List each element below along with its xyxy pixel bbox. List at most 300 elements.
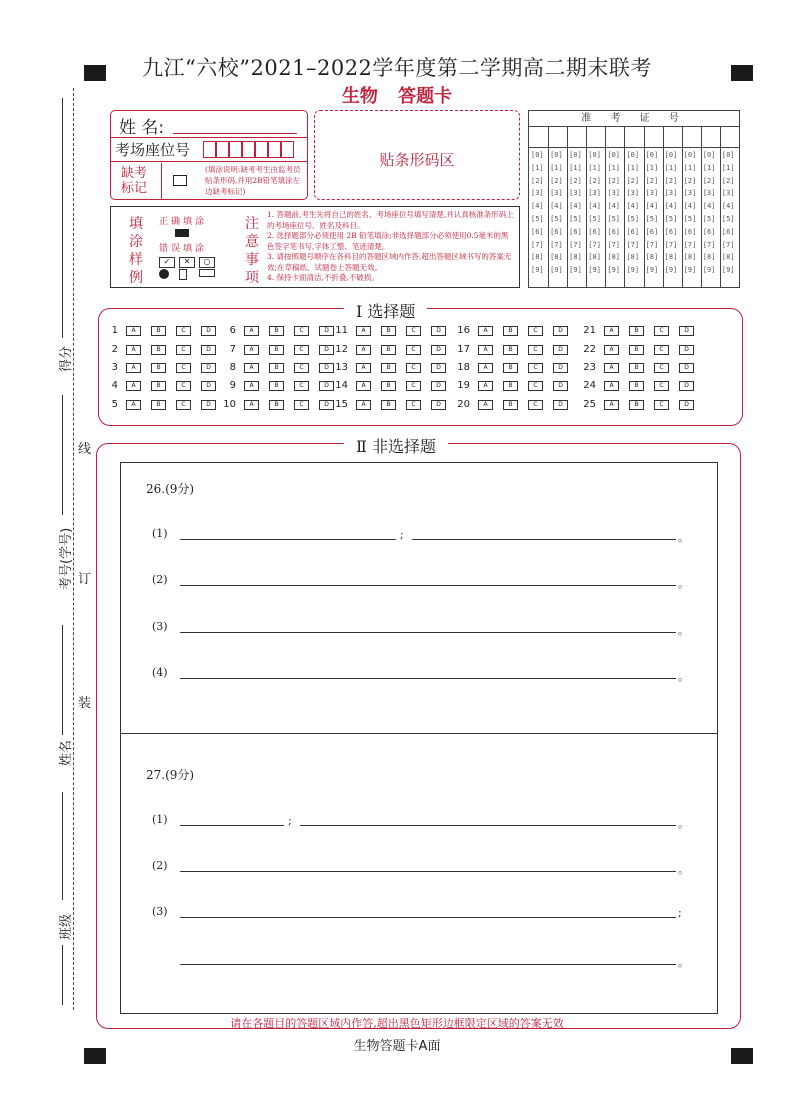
exam-digit-bubble[interactable]: [5] [626,215,640,223]
exam-digit-bubble[interactable]: [0] [626,151,640,159]
option-bubble-b[interactable]: B [629,363,644,373]
name-input-line[interactable] [173,133,297,134]
q26-blank-1-label: (1) [152,527,168,540]
option-bubble-a[interactable]: A [244,345,259,355]
exam-digit-bubble[interactable]: [8] [645,253,659,262]
exam-digit-bubble[interactable]: [0] [683,151,697,159]
option-bubble-a[interactable]: A [126,345,141,355]
question-number: 9 [229,380,236,391]
exam-digit-bubble[interactable]: [9] [588,266,601,275]
exam-digit-bubble[interactable]: [6] [569,227,582,236]
exam-digit-bubble[interactable]: [2] [588,176,601,185]
option-bubble-b[interactable]: B [151,400,166,410]
exam-digit-bubble[interactable]: [2] [626,176,640,185]
exam-digit-bubble[interactable]: [8] [626,253,640,262]
option-bubble-c[interactable]: C [294,345,309,355]
exam-digit-bubble[interactable]: [3] [721,189,735,198]
q27-blank-3-label: (3) [152,905,168,918]
option-bubble-d[interactable]: D [553,363,568,373]
exam-digit-bubble[interactable]: [5] [569,215,582,223]
instructions-box [110,206,520,288]
exam-digit-bubble[interactable]: [0] [569,151,582,159]
exam-digit-bubble[interactable]: [8] [531,253,544,262]
exam-digit-bubble[interactable]: [5] [550,215,563,223]
option-bubble-c[interactable]: C [406,381,421,391]
exam-digit-bubble[interactable]: [2] [607,176,621,185]
option-bubble-b[interactable]: B [269,381,284,391]
page-subtitle: 生物 答题卡 [341,86,453,107]
exam-digit-bubble[interactable]: [1] [702,163,716,172]
q26-blank-2-label: (2) [152,573,168,586]
question-number: 21 [583,325,596,336]
exam-digit-bubble[interactable]: [9] [702,266,716,275]
option-bubble-b[interactable]: B [269,326,284,336]
exam-digit-bubble[interactable]: [5] [607,215,621,223]
q26-period-3: 。 [678,624,689,637]
section2-title: Ⅱ 非选择题 [344,434,448,457]
option-bubble-c[interactable]: C [294,400,309,410]
question-number: 16 [457,325,470,336]
exam-digit-bubble[interactable]: [7] [702,240,716,249]
option-bubble-c[interactable]: C [528,326,543,336]
answer-frame [120,462,718,1014]
option-bubble-d[interactable]: D [679,345,694,355]
option-bubble-c[interactable]: C [654,363,669,373]
question-number: 19 [457,380,470,391]
note-item: 2. 选择题部分必须使用 2B 铅笔填涂;非选择题部分必须使用0.5毫米的黑色签字笔书写,字体工整、笔迹清楚。 [267,231,509,251]
option-bubble-b[interactable]: B [629,400,644,410]
option-bubble-b[interactable]: B [503,381,518,391]
exam-digit-bubble[interactable]: [5] [702,215,716,223]
exam-digit-bubble[interactable]: [1] [531,163,544,172]
option-bubble-c[interactable]: C [528,363,543,373]
exam-digit-bubble[interactable]: [7] [531,240,544,249]
exam-digit-bubble[interactable]: [9] [683,266,697,275]
exam-digit-bubble[interactable]: [1] [721,163,735,172]
option-bubble-d[interactable]: D [431,326,446,336]
q26-blank-1a-line[interactable] [180,539,396,540]
exam-number-column-divider [663,126,664,287]
exam-digit-bubble[interactable]: [0] [645,151,659,159]
option-bubble-d[interactable]: D [679,400,694,410]
option-bubble-a[interactable]: A [356,381,371,391]
exam-digit-bubble[interactable]: [9] [607,266,621,275]
q27-period-2: 。 [678,863,689,876]
exam-digit-bubble[interactable]: [4] [550,202,563,211]
option-bubble-a[interactable]: A [126,363,141,373]
option-bubble-c[interactable]: C [654,326,669,336]
question-number: 15 [335,399,348,410]
option-bubble-c[interactable]: C [654,345,669,355]
exam-digit-bubble[interactable]: [1] [607,163,621,172]
exam-digit-bubble[interactable]: [7] [683,240,697,249]
option-bubble-d[interactable]: D [553,400,568,410]
sidebar-name-label: 姓名 [59,739,74,766]
exam-digit-bubble[interactable]: [9] [721,266,735,275]
option-bubble-b[interactable]: B [151,363,166,373]
section1-title: Ⅰ 选择题 [344,299,427,322]
exam-digit-bubble[interactable]: [4] [626,202,640,211]
option-bubble-b[interactable]: B [381,363,396,373]
correct-fill-label: 正确填涂 [159,217,208,227]
exam-digit-bubble[interactable]: [9] [626,266,640,275]
exam-digit-bubble[interactable]: [1] [645,163,659,172]
option-bubble-d[interactable]: D [201,400,216,410]
exam-digit-bubble[interactable]: [3] [683,189,697,198]
wrong-fill-dash-icon [199,269,215,277]
option-bubble-d[interactable]: D [553,345,568,355]
question-number: 12 [335,344,348,355]
exam-number-grid[interactable] [528,110,740,288]
option-bubble-c[interactable]: C [528,345,543,355]
option-bubble-a[interactable]: A [604,400,619,410]
exam-digit-bubble[interactable]: [3] [569,189,582,198]
exam-digit-bubble[interactable]: [2] [531,176,544,185]
name-write-line[interactable] [62,625,63,735]
exam-digit-bubble[interactable]: [7] [607,240,621,249]
exam-digit-bubble[interactable]: [0] [664,151,678,159]
q26-period-2: 。 [678,577,689,590]
option-bubble-b[interactable]: B [151,326,166,336]
exam-digit-bubble[interactable]: [7] [588,240,601,249]
exam-digit-bubble[interactable]: [8] [683,253,697,262]
exam-digit-bubble[interactable]: [2] [683,176,697,185]
option-bubble-a[interactable]: A [478,400,493,410]
option-bubble-d[interactable]: D [679,326,694,336]
option-bubble-a[interactable]: A [356,400,371,410]
exam-digit-bubble[interactable]: [0] [531,151,544,159]
exam-digit-bubble[interactable]: [6] [721,227,735,236]
seat-digit-box[interactable] [203,141,216,158]
exam-digit-bubble[interactable]: [0] [607,151,621,159]
exam-digit-bubble[interactable]: [4] [531,202,544,211]
question-number: 6 [229,325,236,336]
exam-digit-bubble[interactable]: [8] [702,253,716,262]
exam-digit-bubble[interactable]: [6] [626,227,640,236]
option-bubble-b[interactable]: B [269,363,284,373]
option-bubble-c[interactable]: C [294,381,309,391]
option-bubble-a[interactable]: A [244,381,259,391]
notes-label: 注意事项 [245,216,259,286]
exam-digit-bubble[interactable]: [2] [550,176,563,185]
exam-digit-bubble[interactable]: [3] [588,189,601,198]
exam-digit-bubble[interactable]: [9] [645,266,659,275]
option-bubble-b[interactable]: B [269,345,284,355]
exam-digit-bubble[interactable]: [4] [569,202,582,211]
exam-number-column-divider [567,126,568,287]
option-bubble-b[interactable]: B [503,400,518,410]
q26-blank-1b-line[interactable] [412,539,676,540]
option-bubble-b[interactable]: B [629,345,644,355]
q26-blank-3-label: (3) [152,620,168,633]
option-bubble-a[interactable]: A [604,381,619,391]
note-item: 1. 答题前,考生先将自己的姓名、考场座位号填写清楚,并认真核准条形码上的考场座位号、姓名及科目。 [267,210,514,230]
exam-digit-bubble[interactable]: [5] [645,215,659,223]
class-write-line-bottom[interactable] [62,945,63,1005]
option-bubble-c[interactable]: C [176,400,191,410]
question-number: 25 [583,399,596,410]
cut-seal-label: 装 [78,696,92,711]
exam-digit-bubble[interactable]: [7] [645,240,659,249]
exam-digit-bubble[interactable]: [4] [607,202,621,211]
question-number: 3 [111,362,118,373]
option-bubble-c[interactable]: C [406,345,421,355]
seat-digit-box[interactable] [216,141,229,158]
exam-digit-bubble[interactable]: [6] [683,227,697,236]
exam-digit-bubble[interactable]: [6] [664,227,678,236]
option-bubble-d[interactable]: D [319,326,334,336]
exam-number-column-divider [605,126,606,287]
exam-digit-bubble[interactable]: [3] [702,189,716,198]
name-label: 姓 名: [119,118,165,138]
exam-digit-bubble[interactable]: [4] [702,202,716,211]
wrong-fill-bar-icon [179,269,187,280]
option-bubble-a[interactable]: A [244,326,259,336]
exam-digit-bubble[interactable]: [8] [550,253,563,262]
option-bubble-d[interactable]: D [431,381,446,391]
question-number: 5 [111,399,118,410]
exam-number-column-divider [720,126,721,287]
exam-digit-bubble[interactable]: [6] [531,227,544,236]
seat-digit-box[interactable] [242,141,255,158]
exam-digit-bubble[interactable]: [5] [721,215,735,223]
q27-blank-1a-line[interactable] [180,825,284,826]
exam-digit-bubble[interactable]: [5] [531,215,544,223]
option-bubble-d[interactable]: D [201,326,216,336]
option-bubble-d[interactable]: D [431,363,446,373]
option-bubble-b[interactable]: B [503,345,518,355]
option-bubble-d[interactable]: D [201,363,216,373]
exam-digit-bubble[interactable]: [6] [607,227,621,236]
option-bubble-a[interactable]: A [478,326,493,336]
question-number: 11 [335,325,348,336]
option-bubble-b[interactable]: B [381,326,396,336]
option-bubble-c[interactable]: C [406,326,421,336]
option-bubble-b[interactable]: B [381,345,396,355]
seat-digit-box[interactable] [229,141,242,158]
sidebar-score-label: 得分 [59,345,74,372]
exam-digit-bubble[interactable]: [5] [588,215,601,223]
option-bubble-d[interactable]: D [553,381,568,391]
exam-digit-bubble[interactable]: [4] [721,202,735,211]
exam-digit-bubble[interactable]: [2] [569,176,582,185]
option-bubble-a[interactable]: A [356,345,371,355]
question-number: 1 [111,325,118,336]
option-bubble-d[interactable]: D [201,381,216,391]
option-bubble-d[interactable]: D [201,345,216,355]
exam-digit-bubble[interactable]: [4] [683,202,697,211]
option-bubble-b[interactable]: B [151,381,166,391]
question-number: 18 [457,362,470,373]
page-title: 九江“六校”2021–2022学年度第二学期高二期末联考 [142,56,652,80]
exam-digit-bubble[interactable]: [1] [664,163,678,172]
seat-digit-box[interactable] [281,141,294,158]
exam-digit-bubble[interactable]: [8] [569,253,582,262]
q27-blank-3a-line[interactable] [180,917,676,918]
exam-digit-bubble[interactable]: [4] [588,202,601,211]
question-number: 20 [457,399,470,410]
option-bubble-d[interactable]: D [553,326,568,336]
q26-blank-4-line[interactable] [180,678,676,679]
option-bubble-a[interactable]: A [604,345,619,355]
option-bubble-c[interactable]: C [406,363,421,373]
exam-digit-bubble[interactable]: [0] [702,151,716,159]
exam-digit-bubble[interactable]: [7] [664,240,678,249]
question-number: 2 [111,344,118,355]
seat-digit-box[interactable] [268,141,281,158]
score-write-line[interactable] [62,98,63,338]
exam-digit-bubble[interactable]: [8] [607,253,621,262]
barcode-area [314,110,520,200]
option-bubble-c[interactable]: C [176,326,191,336]
exam-digit-bubble[interactable]: [9] [531,266,544,275]
exam-number-column-divider [644,126,645,287]
exam-number-column-divider [682,126,683,287]
exam-digit-bubble[interactable]: [1] [588,163,601,172]
exam-digit-bubble[interactable]: [7] [550,240,563,249]
option-bubble-a[interactable]: A [244,400,259,410]
fill-example-label: 填涂样例 [129,216,143,286]
q27-blank-3b-line[interactable] [180,964,676,965]
option-bubble-c[interactable]: C [528,381,543,391]
option-bubble-a[interactable]: A [126,400,141,410]
student-info-box [110,110,308,200]
exam-digit-bubble[interactable]: [0] [721,151,735,159]
exam-digit-bubble[interactable]: [2] [721,176,735,185]
option-bubble-a[interactable]: A [356,363,371,373]
q26-blank-2-line[interactable] [180,585,676,586]
q27-blank-1b-line[interactable] [300,825,676,826]
option-bubble-d[interactable]: D [679,363,694,373]
exam-digit-bubble[interactable]: [9] [664,266,678,275]
exam-digit-bubble[interactable]: [1] [550,163,563,172]
exam-digit-bubble[interactable]: [3] [645,189,659,198]
option-bubble-d[interactable]: D [319,381,334,391]
exam-digit-bubble[interactable]: [1] [683,163,697,172]
sidebar-class-label: 班级 [59,913,74,940]
option-bubble-c[interactable]: C [654,381,669,391]
exam-digit-bubble[interactable]: [0] [550,151,563,159]
class-write-line[interactable] [62,792,63,900]
question-number: 10 [223,399,236,410]
cut-line-label: 线 [78,442,92,457]
option-bubble-a[interactable]: A [356,326,371,336]
question-number: 22 [583,344,596,355]
option-bubble-b[interactable]: B [269,400,284,410]
question-number: 13 [335,362,348,373]
option-bubble-a[interactable]: A [126,326,141,336]
exam-digit-bubble[interactable]: [4] [664,202,678,211]
exam-digit-bubble[interactable]: [3] [626,189,640,198]
option-bubble-c[interactable]: C [176,345,191,355]
absent-checkbox[interactable] [173,175,187,186]
option-bubble-c[interactable]: C [176,363,191,373]
exam-digit-bubble[interactable]: [7] [721,240,735,249]
option-bubble-b[interactable]: B [629,381,644,391]
seat-digit-box[interactable] [255,141,268,158]
exam-digit-bubble[interactable]: [3] [531,189,544,198]
option-bubble-a[interactable]: A [478,363,493,373]
option-bubble-a[interactable]: A [478,345,493,355]
option-bubble-b[interactable]: B [151,345,166,355]
option-bubble-c[interactable]: C [294,363,309,373]
option-bubble-d[interactable]: D [679,381,694,391]
option-bubble-b[interactable]: B [503,326,518,336]
exam-digit-bubble[interactable]: [6] [588,227,601,236]
option-bubble-a[interactable]: A [604,326,619,336]
exam-digit-bubble[interactable]: [6] [550,227,563,236]
exam-digit-bubble[interactable]: [3] [607,189,621,198]
option-bubble-d[interactable]: D [319,400,334,410]
exam-number-column-divider [701,126,702,287]
exam-digit-bubble[interactable]: [8] [721,253,735,262]
exam-digit-bubble[interactable]: [0] [588,151,601,159]
exam-digit-bubble[interactable]: [8] [664,253,678,262]
option-bubble-d[interactable]: D [319,345,334,355]
option-bubble-b[interactable]: B [381,381,396,391]
exam-digit-bubble[interactable]: [4] [645,202,659,211]
exam-digit-bubble[interactable]: [5] [683,215,697,223]
option-bubble-c[interactable]: C [654,400,669,410]
option-bubble-a[interactable]: A [126,381,141,391]
exam-digit-bubble[interactable]: [3] [550,189,563,198]
correct-fill-sample [175,229,189,237]
option-bubble-a[interactable]: A [244,363,259,373]
option-bubble-b[interactable]: B [629,326,644,336]
option-bubble-c[interactable]: C [294,326,309,336]
exam-digit-bubble[interactable]: [2] [702,176,716,185]
exam-number-header: 准 考 证 号 [529,111,739,127]
option-bubble-d[interactable]: D [319,363,334,373]
q27-blank-2-label: (2) [152,859,168,872]
option-bubble-c[interactable]: C [176,381,191,391]
option-bubble-d[interactable]: D [431,345,446,355]
exam-digit-bubble[interactable]: [5] [664,215,678,223]
exam-number-column-divider [586,126,587,287]
exam-number-write-line[interactable] [62,395,63,515]
question-number: 4 [111,380,118,391]
exam-digit-bubble[interactable]: [8] [588,253,601,262]
question-number: 8 [229,362,236,373]
exam-digit-bubble[interactable]: [7] [569,240,582,249]
wrong-fill-cross-icon: ✕ [179,257,195,268]
exam-digit-bubble[interactable]: [1] [626,163,640,172]
option-bubble-a[interactable]: A [604,363,619,373]
q27-period-3: 。 [678,956,689,969]
exam-digit-bubble[interactable]: [6] [702,227,716,236]
q26-blank-3-line[interactable] [180,632,676,633]
option-bubble-b[interactable]: B [381,400,396,410]
option-bubble-d[interactable]: D [431,400,446,410]
exam-digit-bubble[interactable]: [2] [645,176,659,185]
option-bubble-a[interactable]: A [478,381,493,391]
option-bubble-b[interactable]: B [503,363,518,373]
option-bubble-c[interactable]: C [406,400,421,410]
question-number: 23 [583,362,596,373]
exam-digit-bubble[interactable]: [6] [645,227,659,236]
exam-digit-bubble[interactable]: [7] [626,240,640,249]
exam-digit-bubble[interactable]: [9] [569,266,582,275]
exam-digit-bubble[interactable]: [2] [664,176,678,185]
option-bubble-c[interactable]: C [528,400,543,410]
q27-blank-2-line[interactable] [180,871,676,872]
exam-digit-bubble[interactable]: [9] [550,266,563,275]
exam-digit-bubble[interactable]: [1] [569,163,582,172]
cut-bind-label: 订 [78,572,92,587]
exam-digit-bubble[interactable]: [3] [664,189,678,198]
footer-note: 请在各题目的答题区域内作答,超出黑色矩形边框限定区域的答案无效 [230,1017,564,1030]
barcode-label: 贴条形码区 [379,151,455,169]
